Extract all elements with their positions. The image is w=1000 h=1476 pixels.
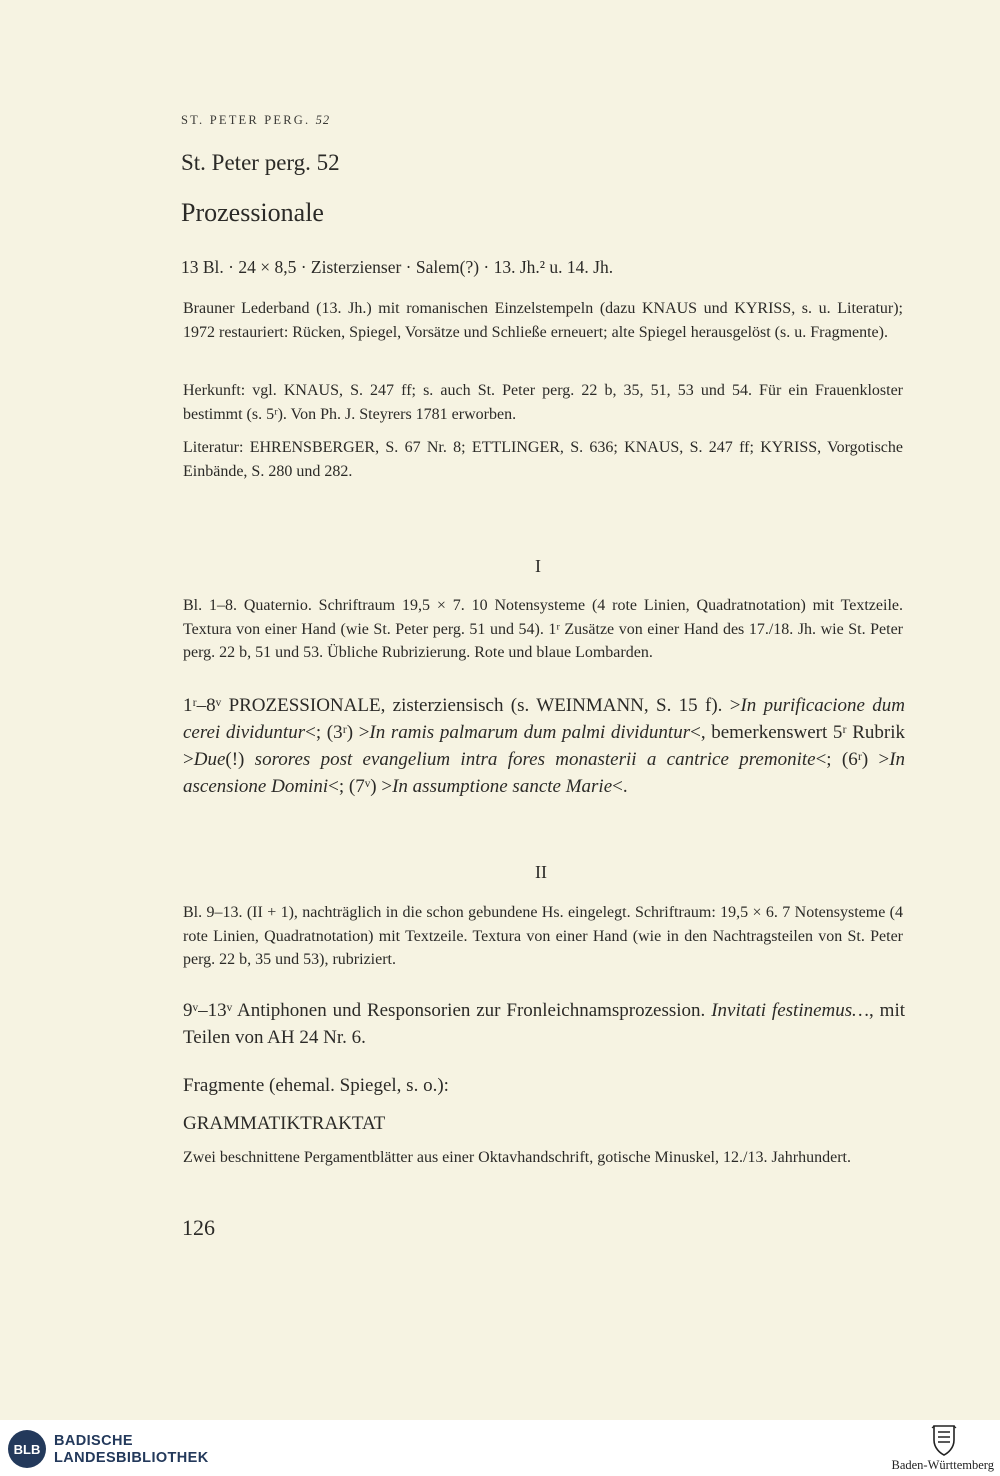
manuscript-title: Prozessionale xyxy=(181,198,324,227)
section-ii-contents-text: 9ᵛ–13ᵛ Antiphonen und Responsorien zur Fronleichnamsprozession. xyxy=(183,1000,706,1021)
rubric-3c: sorores post evangelium intra fores monasterii a cantrice premonite xyxy=(254,749,816,770)
running-head xyxy=(181,113,330,128)
folio-range: 1ʳ–8ᵛ xyxy=(183,695,222,716)
remark-text: , bemerkenswert 5ʳ Rubrik xyxy=(700,722,905,743)
section-ii-contents-tail: , mit Teilen von AH 24 Nr. 6. xyxy=(183,1000,906,1048)
rubric-3-sic: (!) xyxy=(225,749,245,770)
rubric-4: In ascensione Domini xyxy=(183,749,906,797)
literature-paragraph: Literatur: EHRENSBERGER, S. 67 Nr. 8; ETTLINGER, S. 636; KNAUS, S. 247 ff; KYRISS, Vorgotische Einbände, S. 280 und 282. xyxy=(183,439,903,480)
running-head-text: ST. PETER PERG. xyxy=(181,113,311,127)
fragment-title: GRAMMATIKTRAKTAT xyxy=(183,1113,386,1134)
section-numeral-i: I xyxy=(535,556,541,576)
blb-logo-text: BLB xyxy=(13,1441,41,1457)
section-i-contents: 1ʳ–8ᵛ PROZESSIONALE, zisterziensisch (s. WEINMANN, S. 15 f). >In purificacione dum cerei dividuntur<; (3ʳ) >In ramis palmarum dum palmi dividuntur<, bemerkenswert 5ʳ Rubrik >Due(!) sorores post evangelium intra fores monasterii a cantrice premonite<; (6ʳ) >In ascensione Domini<; (7ᵛ) >In assumptione sancte Marie<. xyxy=(183,695,906,797)
section-ii-contents xyxy=(183,997,905,1051)
manuscript-shelfmark: St. Peter perg. 52 xyxy=(181,150,340,175)
fragment-description: Zwei beschnittene Pergamentblätter aus einer Oktavhandschrift, gotische Minuskel, 12./13. Jahrhundert. xyxy=(183,1149,851,1166)
running-head-number: 52 xyxy=(315,113,331,127)
folio-ref-2: ; (3ʳ) xyxy=(315,722,354,743)
rubric-1: In purificacione dum cerei dividuntur xyxy=(183,695,906,743)
rubric-2: In ramis palmarum dum palmi dividuntur xyxy=(369,722,691,743)
folio-ref-5: ; (7ᵛ) xyxy=(338,776,377,797)
section-numeral-ii: II xyxy=(535,862,547,882)
rubric-3a: Due xyxy=(193,749,226,770)
section-i-codicology: Bl. 1–8. Quaternio. Schriftraum 19,5 × 7. 10 Notensysteme (4 rote Linien, Quadratnotation) mit Textzeile. Textura von einer Hand (wie St. Peter perg. 51 und 54). 1ʳ Zusätze von einer Hand des 17./18. Jh. wie St. Peter perg. 22 b, 51 und 53. Übliche Rubrizierung. Rote und blaue Lombarden. xyxy=(183,597,903,661)
library-name-line1: BADISCHE xyxy=(54,1433,133,1449)
page-number: 126 xyxy=(182,1215,215,1240)
binding-description: Brauner Lederband (13. Jh.) mit romanischen Einzelstempeln (dazu KNAUS und KYRISS, s. u. Literatur); 1972 restauriert: Rücken, Spiegel, Vorsätze und Schließe erneuert; alte Spiegel herausgelöst (s. u. Fragmente). xyxy=(183,300,903,341)
footer-bar xyxy=(0,1420,1000,1476)
contents-heading: PROZESSIONALE, zisterziensisch (s. WEINMANN, S. 15 f). xyxy=(228,695,723,716)
coat-of-arms-icon xyxy=(930,1424,958,1456)
provenance-paragraph: Herkunft: vgl. KNAUS, S. 247 ff; s. auch St. Peter perg. 22 b, 35, 51, 53 und 54. Für ein Frauenkloster bestimmt (s. 5ʳ). Von Ph. J. Steyrers 1781 erworben. xyxy=(183,382,903,423)
section-ii-codicology: Bl. 9–13. (II + 1), nachträglich in die schon gebundene Hs. eingelegt. Schriftraum: 19,5 × 6. 7 Notensysteme (4 rote Linien, Quadratnotation) mit Textzeile. Textura von einer Hand (wie in den Nachtragsteilen von St. Peter perg. 22 b, 35 und 53), rubriziert. xyxy=(183,904,903,968)
incipit: Invitati festinemus… xyxy=(711,1000,870,1021)
library-name[interactable] xyxy=(54,1433,209,1467)
rubric-5: In assumptione sancte Marie xyxy=(392,776,613,797)
state-label: Baden-Württemberg xyxy=(891,1458,994,1472)
fragments-label: Fragmente (ehemal. Spiegel, s. o.): xyxy=(183,1075,449,1096)
blb-logo[interactable] xyxy=(8,1430,46,1468)
library-name-line2: LANDESBIBLIOTHEK xyxy=(54,1450,209,1466)
manuscript-summary: 13 Bl. · 24 × 8,5 · Zisterzienser · Salem(?) · 13. Jh.² u. 14. Jh. xyxy=(181,257,614,277)
contents-end: . xyxy=(622,776,628,797)
folio-ref-4: ; (6ʳ) xyxy=(826,749,869,770)
